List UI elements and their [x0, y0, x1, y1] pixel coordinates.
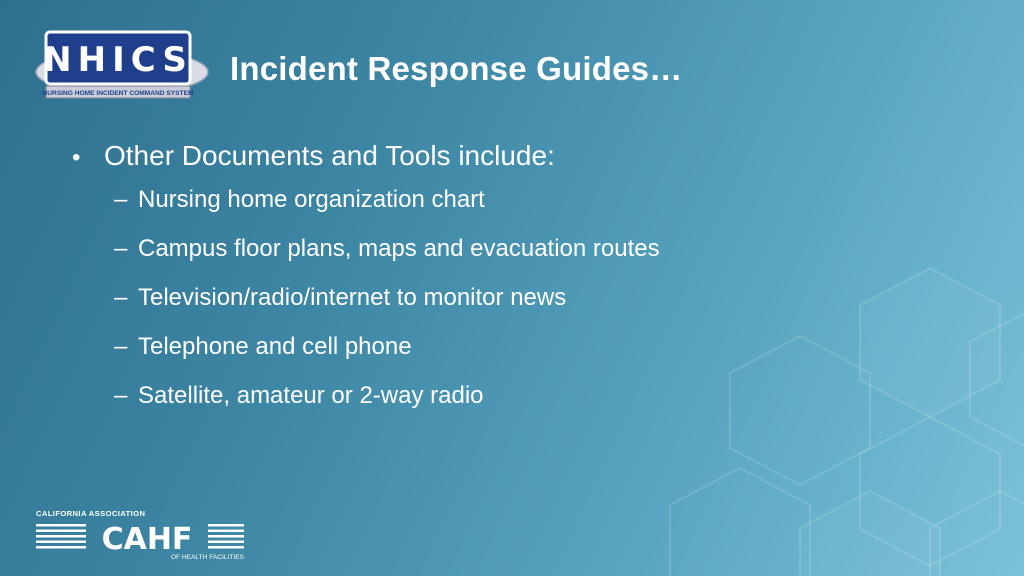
nhics-logo-subtitle: NURSING HOME INCIDENT COMMAND SYSTEM — [42, 90, 194, 97]
dash-icon: – — [114, 235, 128, 262]
slide-title: Incident Response Guides… — [230, 50, 683, 87]
sub-bullet-text: Nursing home organization chart — [138, 186, 485, 213]
sub-bullet-text: Satellite, amateur or 2-way radio — [138, 382, 484, 409]
bullet-dot-icon: • — [72, 144, 81, 171]
cahf-logo — [34, 508, 246, 562]
sub-bullet-list — [72, 186, 972, 431]
sub-bullet-item — [114, 382, 972, 431]
sub-bullet-item — [114, 186, 972, 235]
main-bullet — [72, 140, 972, 172]
sub-bullet-text: Television/radio/internet to monitor news — [138, 284, 567, 311]
cahf-logo-top-text: CALIFORNIA ASSOCIATION — [36, 509, 146, 518]
dash-icon: – — [114, 382, 128, 409]
sub-bullet-text: Telephone and cell phone — [138, 333, 412, 360]
sub-bullet-item — [114, 333, 972, 382]
sub-bullet-item — [114, 235, 972, 284]
dash-icon: – — [114, 333, 128, 360]
nhics-logo-text: NHICS — [43, 40, 193, 80]
nhics-logo — [30, 26, 210, 106]
cahf-logo-bottom-text: OF HEALTH FACILITIES — [170, 554, 244, 561]
cahf-logo-main-text: CAHF — [101, 522, 193, 557]
main-bullet-text: Other Documents and Tools include: — [104, 140, 555, 171]
sub-bullet-item — [114, 284, 972, 333]
bullet-content — [72, 140, 972, 431]
dash-icon: – — [114, 186, 128, 213]
sub-bullet-text: Campus floor plans, maps and evacuation routes — [138, 235, 660, 262]
dash-icon: – — [114, 284, 128, 311]
